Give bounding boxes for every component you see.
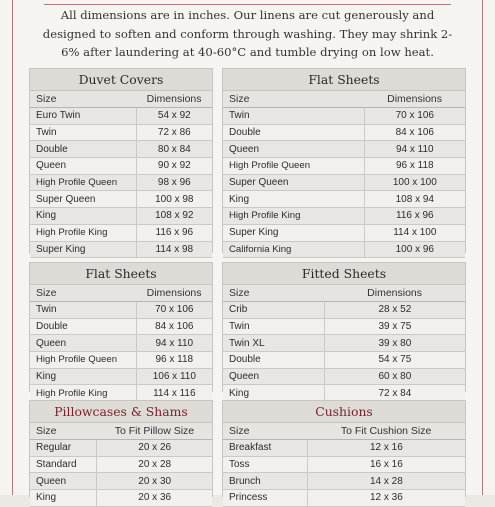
table-row	[30, 224, 212, 241]
column-header-dimensions: Dimensions	[136, 285, 212, 302]
size-cell: Twin	[223, 108, 364, 125]
pillowcases-shams-card	[29, 400, 213, 504]
size-cell: Double	[223, 124, 364, 141]
dimension-cell: 114 x 100	[364, 224, 465, 241]
column-header-dimensions: To Fit Pillow Size	[97, 423, 212, 440]
dimension-cell: 100 x 100	[364, 174, 465, 191]
dimension-cell: 60 x 80	[324, 368, 465, 385]
size-table	[30, 423, 212, 507]
table-row	[30, 174, 212, 191]
size-cell: Princess	[223, 490, 307, 507]
dimension-cell: 108 x 92	[136, 208, 212, 225]
top-divider	[44, 0, 451, 5]
dimension-cell: 54 x 92	[136, 108, 212, 125]
table-header-row	[223, 91, 465, 108]
dimension-cell: 72 x 86	[136, 124, 212, 141]
dimension-cell: 116 x 96	[136, 224, 212, 241]
dimension-cell: 114 x 116	[136, 385, 212, 402]
dimension-cell: 16 x 16	[307, 456, 465, 473]
dimension-cell: 39 x 80	[324, 335, 465, 352]
size-cell: Queen	[30, 158, 136, 175]
dimension-cell: 28 x 52	[324, 302, 465, 319]
table-row	[30, 368, 212, 385]
column-header-size: Size	[30, 91, 136, 108]
dimension-cell: 72 x 84	[324, 385, 465, 402]
size-cell: Standard	[30, 456, 97, 473]
table-row	[30, 302, 212, 319]
dimension-cell: 108 x 94	[364, 191, 465, 208]
table-row	[30, 440, 212, 457]
dimension-cell: 100 x 96	[364, 241, 465, 258]
size-cell: Super King	[30, 241, 136, 258]
card-title: Cushions	[223, 401, 465, 423]
table-row	[223, 352, 465, 369]
table-row	[223, 318, 465, 335]
table-row	[30, 473, 212, 490]
size-cell: King	[30, 490, 97, 507]
size-cell: High Profile Queen	[30, 174, 136, 191]
table-row	[30, 318, 212, 335]
size-table	[223, 423, 465, 507]
size-cell: Double	[30, 318, 136, 335]
dimension-cell: 98 x 96	[136, 174, 212, 191]
size-cell: Euro Twin	[30, 108, 136, 125]
column-header-size: Size	[30, 285, 136, 302]
size-cell: Queen	[223, 141, 364, 158]
dimension-cell: 84 x 106	[136, 318, 212, 335]
dimension-cell: 94 x 110	[364, 141, 465, 158]
size-cell: Queen	[30, 335, 136, 352]
size-cell: Queen	[223, 368, 324, 385]
size-table	[30, 91, 212, 258]
size-cell: Twin	[30, 124, 136, 141]
dimension-cell: 70 x 106	[364, 108, 465, 125]
card-title: Pillowcases & Shams	[30, 401, 212, 423]
table-row	[30, 490, 212, 507]
size-cell: Regular	[30, 440, 97, 457]
table-row	[223, 108, 465, 125]
table-row	[223, 241, 465, 258]
dimension-cell: 116 x 96	[364, 208, 465, 225]
dimension-cell: 20 x 36	[97, 490, 212, 507]
column-header-dimensions: Dimensions	[324, 285, 465, 302]
table-row	[223, 174, 465, 191]
table-row	[30, 141, 212, 158]
table-row	[223, 224, 465, 241]
size-cell: California King	[223, 241, 364, 258]
size-cell: Twin	[223, 318, 324, 335]
size-cell: Super Queen	[223, 174, 364, 191]
size-cell: Double	[223, 352, 324, 369]
table-row	[223, 158, 465, 175]
table-row	[30, 158, 212, 175]
flat-sheets-card-1	[222, 68, 466, 253]
table-row	[223, 208, 465, 225]
table-row	[223, 191, 465, 208]
table-row	[30, 108, 212, 125]
dimension-cell: 70 x 106	[136, 302, 212, 319]
flat-sheets-card-2	[29, 262, 213, 399]
table-header-row	[30, 423, 212, 440]
table-row	[223, 141, 465, 158]
size-cell: Double	[30, 141, 136, 158]
size-cell: Crib	[223, 302, 324, 319]
size-cell: High Profile Queen	[223, 158, 364, 175]
size-cell: High Profile King	[30, 385, 136, 402]
table-row	[30, 335, 212, 352]
size-cell: Brunch	[223, 473, 307, 490]
column-header-dimensions: Dimensions	[136, 91, 212, 108]
dimension-cell: 84 x 106	[364, 124, 465, 141]
table-row	[30, 124, 212, 141]
table-row	[223, 490, 465, 507]
dimension-cell: 80 x 84	[136, 141, 212, 158]
table-row	[30, 191, 212, 208]
table-row	[223, 302, 465, 319]
duvet-covers-card	[29, 68, 213, 253]
card-title: Fitted Sheets	[223, 263, 465, 285]
dimension-cell: 100 x 98	[136, 191, 212, 208]
dimension-cell: 106 x 110	[136, 368, 212, 385]
size-cell: King	[223, 385, 324, 402]
table-row	[30, 352, 212, 369]
fitted-sheets-card	[222, 262, 466, 399]
table-header-row	[223, 423, 465, 440]
size-cell: Super Queen	[30, 191, 136, 208]
dimension-cell: 94 x 110	[136, 335, 212, 352]
size-cell: High Profile King	[30, 224, 136, 241]
size-cell: Twin XL	[223, 335, 324, 352]
dimension-cell: 90 x 92	[136, 158, 212, 175]
column-header-size: Size	[223, 91, 364, 108]
size-cell: King	[223, 191, 364, 208]
table-header-row	[223, 285, 465, 302]
dimension-cell: 20 x 30	[97, 473, 212, 490]
table-row	[223, 368, 465, 385]
size-cell: High Profile King	[223, 208, 364, 225]
column-header-dimensions: Dimensions	[364, 91, 465, 108]
column-header-size: Size	[223, 423, 307, 440]
size-cell: Queen	[30, 473, 97, 490]
size-cell: High Profile Queen	[30, 352, 136, 369]
column-header-dimensions: To Fit Cushion Size	[307, 423, 465, 440]
size-table	[30, 285, 212, 402]
table-header-row	[30, 285, 212, 302]
dimension-cell: 14 x 28	[307, 473, 465, 490]
size-cell: Toss	[223, 456, 307, 473]
card-title: Duvet Covers	[30, 69, 212, 91]
table-row	[30, 208, 212, 225]
size-cell: King	[30, 208, 136, 225]
dimension-cell: 114 x 98	[136, 241, 212, 258]
dimension-cell: 96 x 118	[364, 158, 465, 175]
dimension-cell: 54 x 75	[324, 352, 465, 369]
table-row	[223, 440, 465, 457]
table-row	[223, 335, 465, 352]
card-title: Flat Sheets	[30, 263, 212, 285]
intro-text: All dimensions are in inches. Our linens are cut generously and designed to soften and conform through washing. They may shrink 2-6% after laundering at 40-60°C and tumble drying on low heat.	[42, 8, 453, 59]
dimension-cell: 12 x 16	[307, 440, 465, 457]
size-table	[223, 91, 465, 258]
table-row	[30, 241, 212, 258]
dimension-cell: 39 x 75	[324, 318, 465, 335]
size-table	[223, 285, 465, 402]
size-cell: Breakfast	[223, 440, 307, 457]
column-header-size: Size	[30, 423, 97, 440]
card-title: Flat Sheets	[223, 69, 465, 91]
size-cell: Twin	[30, 302, 136, 319]
table-row	[223, 456, 465, 473]
size-cell: King	[30, 368, 136, 385]
dimension-cell: 20 x 28	[97, 456, 212, 473]
dimension-cell: 20 x 26	[97, 440, 212, 457]
column-header-size: Size	[223, 285, 324, 302]
table-row	[30, 456, 212, 473]
table-row	[223, 473, 465, 490]
cushions-card	[222, 400, 466, 504]
dimension-cell: 96 x 118	[136, 352, 212, 369]
dimension-cell: 12 x 36	[307, 490, 465, 507]
size-cell: Super King	[223, 224, 364, 241]
table-row	[223, 124, 465, 141]
table-header-row	[30, 91, 212, 108]
